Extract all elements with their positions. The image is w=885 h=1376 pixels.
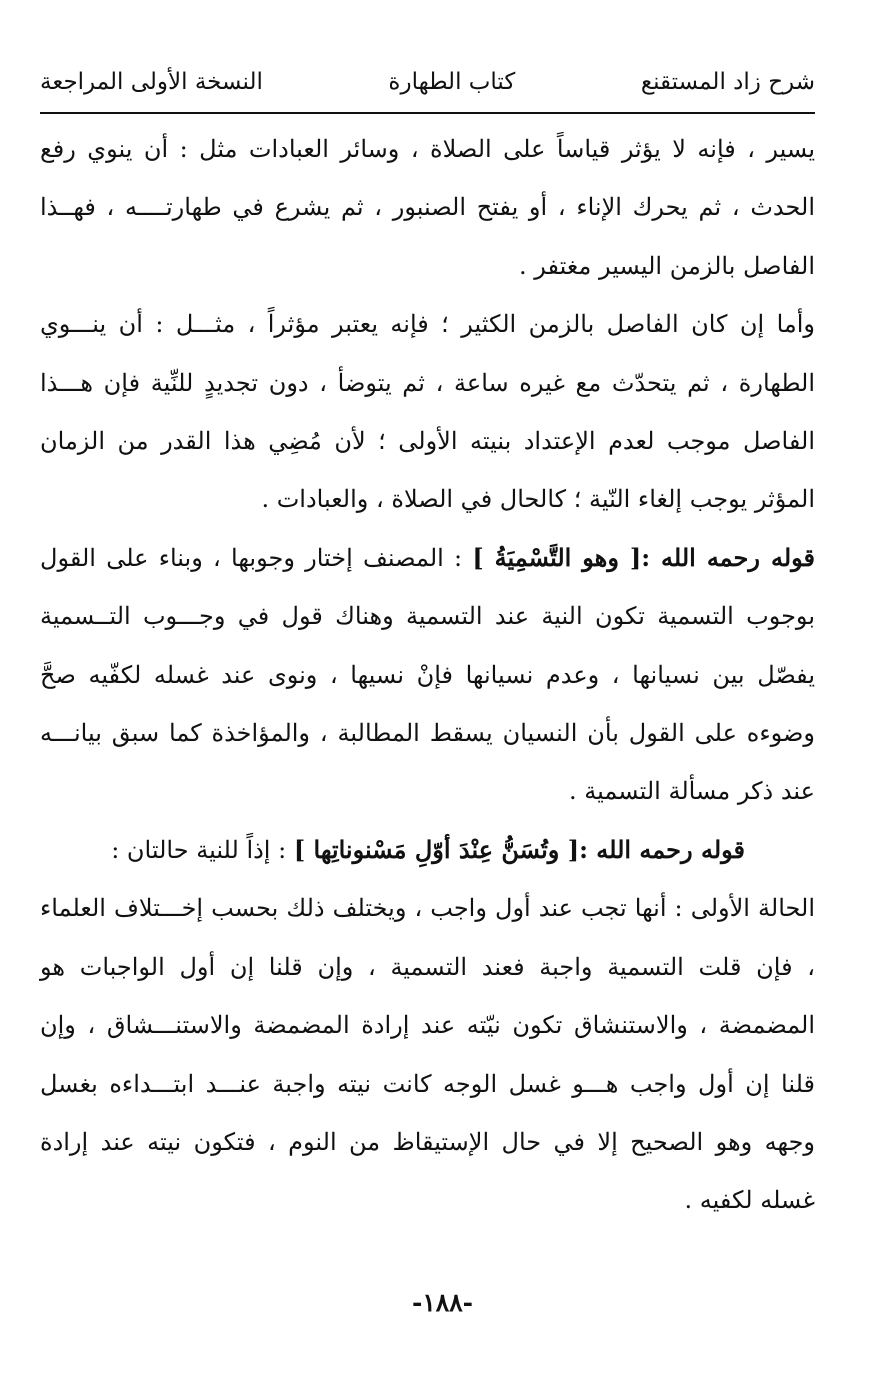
paragraph-4-matn: [ وتُسَنُّ عِنْدَ أوّلِ مَسْنوناتِها ] [293, 834, 580, 864]
paragraph-4-qawl: قوله رحمه الله : [579, 834, 745, 864]
paragraph-4 [40, 821, 815, 879]
header-chapter-title: كتاب الطهارة [388, 69, 516, 95]
page-number: -١٨٨- [411, 1288, 474, 1317]
paragraph-1-text: يسير ، فإنه لا يؤثر قياساً على الصلاة ، وسائر العبادات مثل : أن ينوي رفع الحدث ، ثم يحرك الإناء ، أو يفتح الصنبور ، ثم يشرع في طهارتــــه ، فهــذا الفاصل بالزمن اليسير مغتفر . [40, 135, 815, 280]
paragraph-5 [40, 879, 815, 1229]
paragraph-2-text: وأما إن كان الفاصل بالزمن الكثير ؛ فإنه يعتبر مؤثراً ، مثـــل : أن ينـــوي الطهارة ، ثم يتحدّث مع غيره ساعة ، ثم يتوضأ ، دون تجديدٍ للنِّية فإن هـــذا الفاصل موجب لعدم الإعتداد بنيته الأولى ؛ لأن مُضِي هذا القدر من الزمان المؤثر يوجب إلغاء النّية ؛ كالحال في الصلاة ، والعبادات . [40, 310, 815, 514]
paragraph-3-matn: [ وهو التَّسْمِيَةُ ] [472, 542, 642, 572]
paragraph-3 [40, 529, 815, 821]
page-header [40, 55, 815, 109]
header-edition-note: النسخة الأولى المراجعة [40, 69, 263, 95]
page-body [40, 120, 815, 1230]
paragraph-1 [40, 120, 815, 295]
paragraph-4-text: : إذاً للنية حالتان : [111, 835, 294, 864]
header-divider [40, 112, 815, 114]
paragraph-2 [40, 295, 815, 529]
paragraph-5-text: الحالة الأولى : أنها تجب عند أول واجب ، ويختلف ذلك بحسب إخـــتلاف العلماء ، فإن قلت التسمية واجبة فعند التسمية ، وإن قلنا إن أول الواجبات هو المضمضة ، والاستنشاق تكون نيّته عند إرادة المضمضة والاستنـــشاق ، وإن قلنا إن أول واجب هـــو غسل الوجه كانت نيته واجبة عنـــد ابتـــداءه بغسل وجهه وهو الصحيح إلا في حال الإستيقاظ من النوم ، فتكون نيته عند إرادة غسله لكفيه . [40, 894, 815, 1215]
paragraph-3-text: : المصنف إختار وجوبها ، وبناء على القول بوجوب التسمية تكون النية عند التسمية وهناك قول في وجـــوب التــسمية يفصّل بين نسيانها ، وعدم نسيانها فإنْ نسيها ، ونوى عند غسله لكفّيه صحَّ وضوءه على القول بأن النسيان يسقط المطالبة ، والمؤاخذة كما سبق بيانـــه عند ذكر مسألة التسمية . [40, 543, 815, 806]
paragraph-3-qawl: قوله رحمه الله : [641, 542, 815, 572]
header-book-title: شرح زاد المستقنع [640, 69, 815, 95]
